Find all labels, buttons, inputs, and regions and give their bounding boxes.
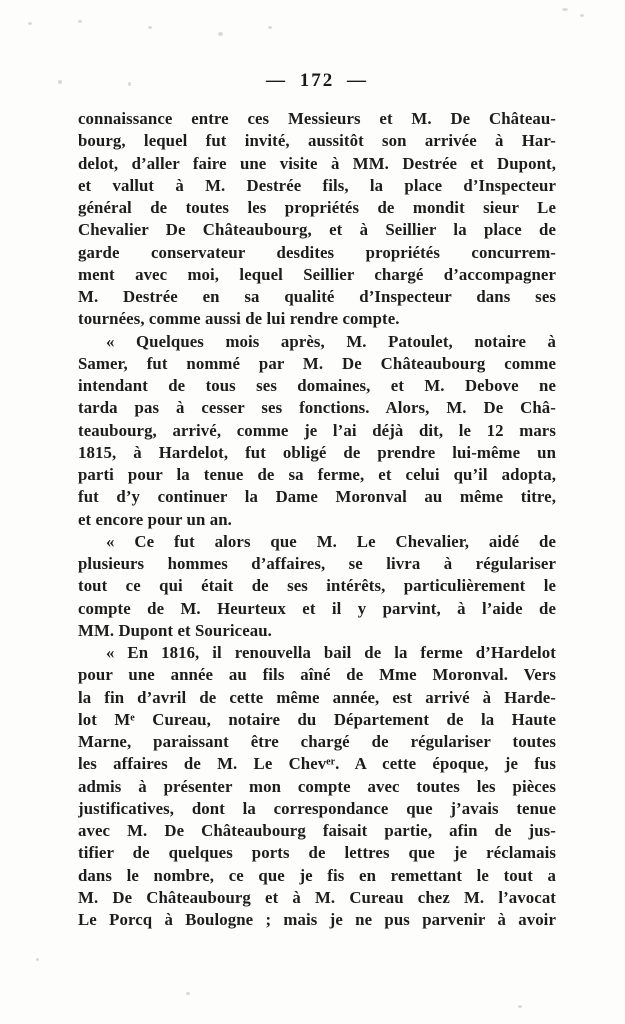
text-line: plusieurs hommes d’affaires, se livra à régulariser xyxy=(78,554,556,573)
text-line: garde conservateur desdites propriétés concurrem- xyxy=(78,242,556,262)
scan-speckle xyxy=(36,958,39,961)
text-line: et encore pour un an. xyxy=(78,509,232,529)
scan-speckle xyxy=(186,992,190,995)
text-line: ment avec moi, lequel Seillier chargé d’accompagner xyxy=(78,264,556,284)
text-line: la fin d’avril de cette même année, est arrivé à Harde- xyxy=(78,687,556,707)
text-line: parti pour la tenue de sa ferme, et celui qu’il adopta, xyxy=(78,465,556,484)
text-line: M. Destrée en sa qualité d’Inspecteur dans ses xyxy=(78,287,556,306)
text-line: MM. Dupont et Souriceau. xyxy=(78,620,272,640)
page-number: — 172 — xyxy=(266,70,368,91)
text-line: les affaires de M. Le Chevᵉʳ. A cette époque, je fus xyxy=(78,754,556,774)
text-line: lot Mᵉ Cureau, notaire du Département de la Haute xyxy=(78,709,556,729)
text-line: M. De Châteaubourg et à M. Cureau chez M. l’avocat xyxy=(78,887,556,907)
text-line: dans le nombre, ce que je fis en remettant le tout a xyxy=(78,865,556,885)
text-line: et vallut à M. Destrée fils, la place d’Inspecteur xyxy=(78,175,556,195)
text-line: tarda pas à cesser ses fonctions. Alors, M. De Châ- xyxy=(78,398,556,418)
scan-speckle xyxy=(562,8,568,11)
text-line: connaissance entre ces Messieurs et M. De Château- xyxy=(78,109,556,128)
scan-speckle xyxy=(268,26,272,29)
text-line: delot, d’aller faire une visite à MM. Destrée et Dupont, xyxy=(78,153,556,173)
text-line: « Ce fut alors que M. Le Chevalier, aidé de xyxy=(106,531,556,551)
text-line: Chevalier De Châteaubourg, et à Seillier la place de xyxy=(78,220,556,240)
text-line: tifier de quelques ports de lettres que je réclamais xyxy=(78,843,556,863)
text-line: intendant de tous ses domaines, et M. Debove ne xyxy=(78,376,556,395)
scan-speckle xyxy=(78,20,82,23)
text-line: tournées, comme aussi de lui rendre compte. xyxy=(78,309,400,329)
text-line: Samer, fut nommé par M. De Châteaubourg comme xyxy=(78,353,556,373)
text-line: Le Porcq à Boulogne ; mais je ne pus parvenir à avoir xyxy=(78,910,556,929)
text-line: fut d’y continuer la Dame Moronval au même titre, xyxy=(78,487,556,507)
text-line: justificatives, dont la correspondance que j’avais tenue xyxy=(78,798,556,818)
text-line: pour une année au fils aîné de Mme Moronval. Vers xyxy=(78,665,556,685)
text-line: avec M. De Châteaubourg faisait partie, afin de jus- xyxy=(78,821,556,840)
text-line: « En 1816, il renouvella bail de la ferme d’Hardelot xyxy=(106,643,556,662)
text-line: Marne, paraissant être chargé de régulariser toutes xyxy=(78,732,556,751)
text-block xyxy=(78,108,556,931)
scan-speckle xyxy=(148,26,152,29)
scan-speckle xyxy=(28,22,32,25)
text-line: admis à présenter mon compte avec toutes les pièces xyxy=(78,776,556,796)
text-line: bourg, lequel fut invité, aussitôt son arrivée à Har- xyxy=(78,131,556,151)
scan-speckle xyxy=(518,1005,522,1008)
text-line: 1815, à Hardelot, fut obligé de prendre lui-même un xyxy=(78,442,556,462)
text-line: général de toutes les propriétés de mondit sieur Le xyxy=(78,198,556,217)
text-line: tout ce qui était de ses intérêts, particulièrement le xyxy=(78,576,556,596)
scan-speckle xyxy=(580,14,584,17)
text-line: teaubourg, arrivé, comme je l’ai déjà dit, le 12 mars xyxy=(78,420,556,440)
text-line: « Quelques mois après, M. Patoulet, notaire à xyxy=(106,331,556,351)
scan-speckle xyxy=(58,80,62,84)
text-line: compte de M. Heurteux et il y parvint, à l’aide de xyxy=(78,598,556,618)
scan-speckle xyxy=(218,32,223,36)
